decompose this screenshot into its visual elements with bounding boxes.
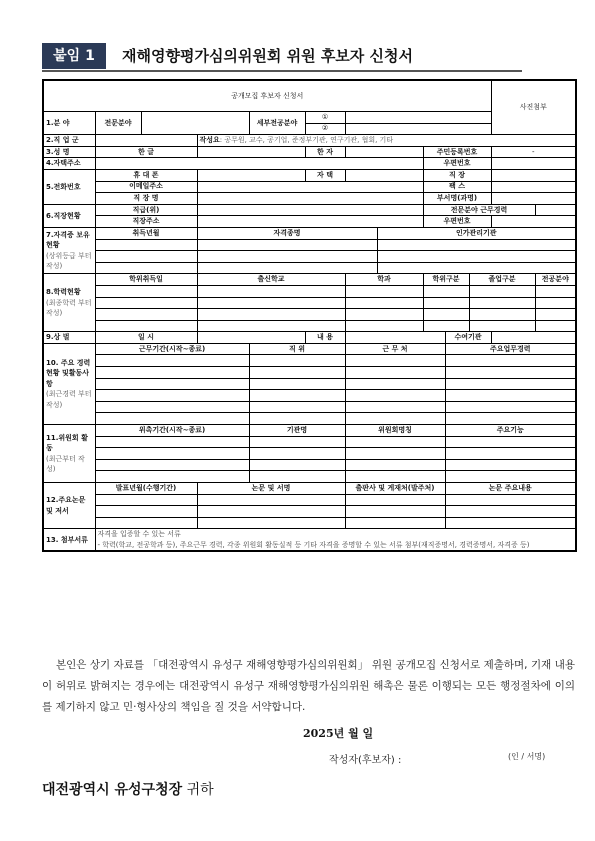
papers-publisher-header: 출판사 및 게재처(발주처) bbox=[345, 483, 445, 495]
field-label: 1.분 야 bbox=[43, 112, 95, 135]
document-header bbox=[42, 43, 522, 71]
home-address-label: 4.자택주소 bbox=[43, 158, 95, 170]
papers-title-header: 논문 및 서명 bbox=[197, 483, 345, 495]
signature-field[interactable]: (인 / 서명) bbox=[508, 752, 546, 761]
committee-period-header: 위촉기간(시작~종료) bbox=[95, 425, 249, 437]
career-years-input[interactable] bbox=[535, 204, 576, 216]
rank-label: 직급(위) bbox=[95, 204, 197, 216]
career-row bbox=[43, 378, 576, 390]
committee-section-label: 11.위원회 활동 (최근부터 작성) bbox=[43, 425, 95, 483]
rank-input[interactable] bbox=[197, 204, 423, 216]
committee-row bbox=[43, 459, 576, 471]
award-label: 9.상 벌 bbox=[43, 332, 95, 344]
award-date-input[interactable] bbox=[197, 332, 305, 344]
name-hanja-label: 한 자 bbox=[305, 146, 345, 158]
committee-row bbox=[43, 471, 576, 483]
edu-specialty-header: 전공분야 bbox=[535, 274, 576, 286]
edu-major-header: 학과 bbox=[345, 274, 423, 286]
license-row bbox=[43, 262, 576, 274]
work-status-label: 6.직장현황 bbox=[43, 204, 95, 227]
committee-name-header: 위원회명칭 bbox=[345, 425, 445, 437]
rrn-input[interactable]: - bbox=[491, 146, 576, 158]
mobile-input[interactable] bbox=[197, 169, 305, 181]
date-line[interactable]: 2025년 월 일 bbox=[303, 727, 374, 740]
award-date-label: 일 시 bbox=[95, 332, 197, 344]
document-title: 재해영향평가심의위원회 위원 후보자 신청서 bbox=[122, 47, 413, 65]
rrn-label: 주민등록번호 bbox=[423, 146, 491, 158]
edu-school-header: 출신학교 bbox=[197, 274, 345, 286]
detail-field-2-marker: ② bbox=[305, 123, 345, 135]
detail-field-1-marker: ① bbox=[305, 112, 345, 124]
dept-input[interactable] bbox=[491, 193, 576, 205]
career-row bbox=[43, 390, 576, 402]
edu-row bbox=[43, 309, 576, 321]
home-postcode-input[interactable] bbox=[491, 158, 576, 170]
application-form bbox=[42, 79, 577, 552]
award-content-input[interactable] bbox=[345, 332, 445, 344]
career-row bbox=[43, 401, 576, 413]
license-section-label: 7.자격증 보유현황 (상위등급 부터 작성) bbox=[43, 227, 95, 273]
photo-box[interactable]: 사진첨부 bbox=[491, 80, 576, 135]
name-hanja-input[interactable] bbox=[345, 146, 423, 158]
committee-agency-header: 기관명 bbox=[249, 425, 345, 437]
name-korean-label: 한 글 bbox=[95, 146, 197, 158]
fax-input[interactable] bbox=[491, 181, 576, 193]
header-underline bbox=[42, 70, 522, 72]
edu-date-header: 학위취득일 bbox=[95, 274, 197, 286]
license-title-header: 자격종명 bbox=[197, 227, 377, 239]
expert-field-input[interactable] bbox=[141, 112, 249, 135]
name-korean-input[interactable] bbox=[197, 146, 305, 158]
career-row bbox=[43, 367, 576, 379]
fax-label: 팩 스 bbox=[423, 181, 491, 193]
home-phone-input[interactable] bbox=[345, 169, 423, 181]
dept-label: 부서명(과명) bbox=[423, 193, 491, 205]
award-agency-label: 수여기관 bbox=[445, 332, 491, 344]
attachment-badge: 붙임 1 bbox=[42, 43, 106, 69]
career-duty-header: 주요업무경력 bbox=[445, 343, 576, 355]
edu-row bbox=[43, 320, 576, 332]
attachments-label: 13. 첨부서류 bbox=[43, 529, 95, 552]
office-phone-label: 직 장 bbox=[423, 169, 491, 181]
pledge-statement: 본인은 상기 자료를 「대전광역시 유성구 재해영향평가심의위원회」 위원 공개모집 신청서로 제출하며, 기재 내용이 허위로 밝혀지는 경우에는 대전광역시 유성구 재해영향평가심의위원 해촉은 물론 이행되는 모든 행정절차에 이의를 제기하지 않고 민·형사상의 책임을 질 것을 서약합니다. bbox=[42, 659, 575, 713]
attachments-description: 자격을 입증할 수 있는 서류 - 학력(학교, 전공학과 등), 주요근무 경력, 각종 위원회 활동실적 등 기타 자격을 증명할 수 있는 서류 첨부(재직증명서, 경력증명서, 자격증 등) bbox=[95, 529, 576, 552]
career-period-header: 근무기간(시작~종료) bbox=[95, 343, 249, 355]
edu-graduation-header: 졸업구분 bbox=[469, 274, 535, 286]
home-postcode-label: 우편번호 bbox=[423, 158, 491, 170]
committee-row bbox=[43, 448, 576, 460]
office-phone-input[interactable] bbox=[491, 169, 576, 181]
committee-function-header: 주요기능 bbox=[445, 425, 576, 437]
papers-row bbox=[43, 517, 576, 529]
email-input[interactable] bbox=[197, 181, 423, 193]
work-address-label: 직장주소 bbox=[95, 216, 197, 228]
job-label: 2.직 업 군 bbox=[43, 135, 95, 147]
workplace-name-label: 직 장 명 bbox=[95, 193, 197, 205]
license-row bbox=[43, 239, 576, 251]
papers-section-label: 12.주요논문 및 저서 bbox=[43, 483, 95, 529]
recipient: 대전광역시 유성구청장 귀하 bbox=[42, 782, 214, 798]
license-date-header: 취득년월 bbox=[95, 227, 197, 239]
edu-row bbox=[43, 297, 576, 309]
detail-field-2-input[interactable] bbox=[345, 123, 491, 135]
award-content-label: 내 용 bbox=[305, 332, 345, 344]
detail-field-label: 세부전공분야 bbox=[249, 112, 305, 135]
job-input[interactable] bbox=[95, 135, 197, 147]
license-agency-header: 인가관리기관 bbox=[377, 227, 576, 239]
career-position-header: 직 위 bbox=[249, 343, 345, 355]
mobile-label: 휴 대 폰 bbox=[95, 169, 197, 181]
career-workplace-header: 근 무 처 bbox=[345, 343, 445, 355]
career-years-label: 전문분야 근무경력 bbox=[423, 204, 535, 216]
name-label: 3.성 명 bbox=[43, 146, 95, 158]
papers-date-header: 발표년월(수행기간) bbox=[95, 483, 197, 495]
job-note: 작성요: 공무원, 교수, 공기업, 준정부기관, 연구기관, 협회, 기타 bbox=[197, 135, 576, 147]
phone-label: 5.전화번호 bbox=[43, 169, 95, 204]
home-phone-label: 자 택 bbox=[305, 169, 345, 181]
home-address-input[interactable] bbox=[95, 158, 423, 170]
form-main-title: 공개모집 후보자 신청서 bbox=[43, 80, 491, 112]
career-row bbox=[43, 413, 576, 425]
workplace-name-input[interactable] bbox=[197, 193, 423, 205]
papers-row bbox=[43, 506, 576, 518]
work-postcode-input[interactable] bbox=[491, 216, 576, 228]
edu-row bbox=[43, 285, 576, 297]
edu-section-label: 8.학력현황 (최종학력 부터작성) bbox=[43, 274, 95, 332]
license-row bbox=[43, 251, 576, 263]
email-label: 이메일주소 bbox=[95, 181, 197, 193]
committee-row bbox=[43, 436, 576, 448]
award-agency-input[interactable] bbox=[491, 332, 576, 344]
papers-content-header: 논문 주요내용 bbox=[445, 483, 576, 495]
edu-degree-header: 학위구분 bbox=[423, 274, 469, 286]
detail-field-1-input[interactable] bbox=[345, 112, 491, 124]
expert-field-label: 전문분야 bbox=[95, 112, 141, 135]
career-row bbox=[43, 355, 576, 367]
papers-row bbox=[43, 494, 576, 506]
writer-label: 작성자(후보자) : bbox=[329, 755, 402, 766]
career-section-label: 10. 주요 경력현황 및활동사항 (최근경력 부터 작성) bbox=[43, 343, 95, 424]
work-postcode-label: 우편번호 bbox=[423, 216, 491, 228]
work-address-input[interactable] bbox=[197, 216, 423, 228]
